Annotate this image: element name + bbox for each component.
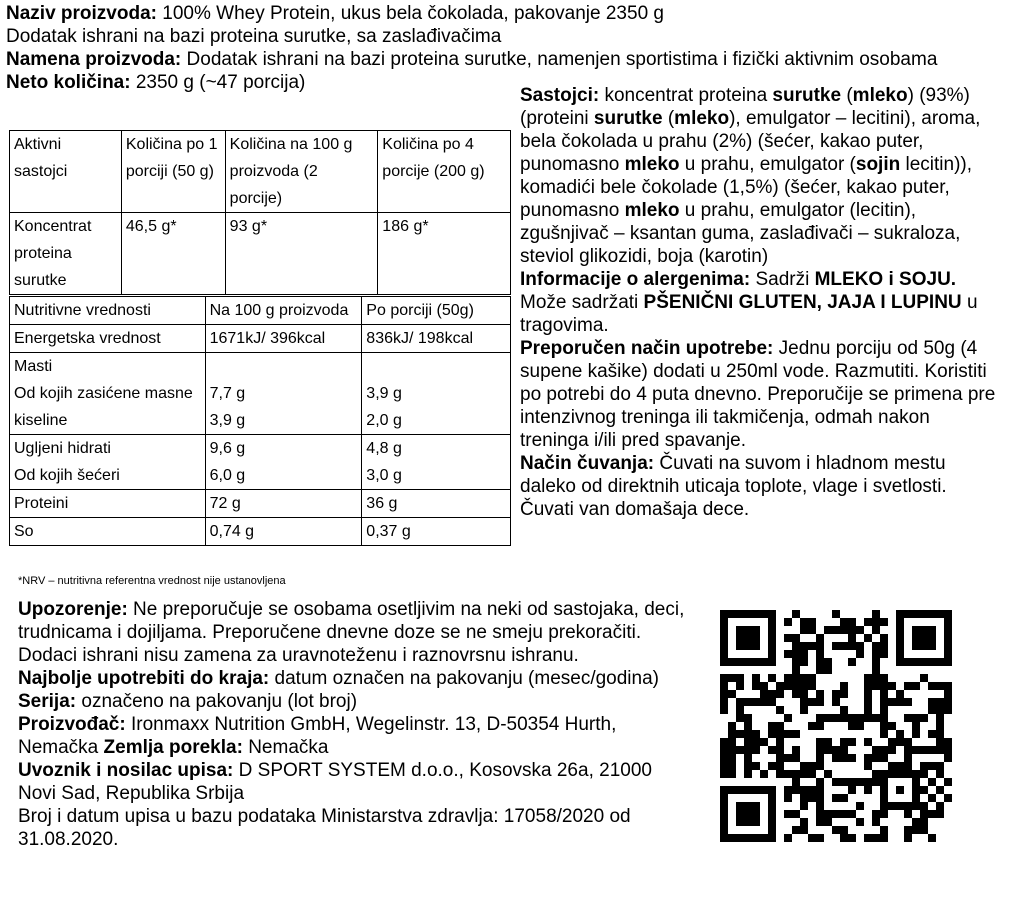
ingredients-part: u prahu, emulgator (lecitin), zgušnjivač – ksantan guma, zaslađivači – sukraloza, steviol glikozidi, boja (karotin) — [520, 200, 961, 267]
warning-label: Upozorenje: — [18, 599, 128, 620]
table-cell — [205, 435, 362, 490]
table-cell: 46,5 g* — [121, 213, 225, 295]
table-row — [10, 297, 511, 325]
carbs-value-portion: 4,8 g — [366, 440, 402, 457]
table-header-cell: Količina po 4 porcije (200 g) — [378, 131, 511, 213]
fat-label: Masti — [14, 358, 53, 375]
carbs-value-100g: 9,6 g — [209, 440, 246, 457]
batch-info — [18, 690, 690, 713]
ingredients-part: ) (93%) (proteini — [520, 85, 970, 129]
saturated-fat-value-portion: 2,0 g — [366, 412, 402, 429]
spacer — [210, 353, 358, 380]
table-cell: 72 g — [205, 490, 362, 518]
table-header-cell: Aktivni sastojci — [10, 131, 122, 213]
table-row — [10, 435, 511, 490]
table-row — [10, 353, 511, 435]
ingredients-part: ( — [841, 85, 853, 106]
usage-value: Jednu porciju od 50g (4 supene kašike) dodati u 250ml vode. Razmutiti. Koristiti po potrebi do 4 puta dnevno. Preporučije se primena pre intenzivnog treninga ili takmičenja, odmah nakon treninga i/ili pred spavanje. — [520, 338, 996, 451]
ingredients-text — [520, 84, 1000, 268]
manufacturer-info — [18, 713, 690, 759]
product-header — [6, 2, 1016, 94]
table-cell: Koncentrat proteina surutke — [10, 213, 122, 295]
importer-value: D SPORT SYSTEM d.o.o., Kosovska 26a, 21000 Novi Sad, Republika Srbija — [18, 760, 652, 804]
table-row — [10, 325, 511, 353]
nrv-footnote: *NRV – nutritivna referentna vrednost nije ustanovljena — [18, 575, 286, 587]
allergen-highlight: mleko — [624, 154, 680, 175]
usage-label: Preporučen način upotrebe: — [520, 338, 774, 359]
table-cell: 836kJ/ 198kcal — [362, 325, 511, 353]
saturated-fat-value-100g: 3,9 g — [209, 412, 246, 429]
allergen-highlight: sojin — [855, 154, 901, 175]
ingredients-part: lecitin)), komadići bele čokolade (1,5%) (šećer, kakao puter, punomasno — [520, 154, 973, 221]
sugars-label: Od kojih šećeri — [14, 467, 120, 484]
table-cell — [10, 435, 206, 490]
allergen-label: Informacije o alergenima: — [520, 269, 751, 290]
storage-info — [520, 452, 1000, 521]
storage-value: Čuvati na suvom i hladnom mestu daleko od direktnih uticaja toplote, vlage i svetlosti. Čuvati van domašaja dece. — [520, 453, 947, 520]
table-header-cell: Količina po 1 porciji (50 g) — [121, 131, 225, 213]
qr-code-icon — [720, 610, 952, 842]
nutrition-table — [9, 296, 511, 546]
importer-label: Uvoznik i nosilac upisa: — [18, 760, 234, 781]
allergen-part: Može sadržati — [520, 292, 644, 313]
storage-label: Način čuvanja: — [520, 453, 655, 474]
best-before-value: datum označen na pakovanju (mesec/godina) — [269, 668, 659, 689]
table-cell: 36 g — [362, 490, 511, 518]
table-header-cell: Po porciji (50g) — [362, 297, 511, 325]
table-header-cell: Količina na 100 g proizvoda (2 porcije) — [225, 131, 378, 213]
warning-value: Ne preporučuje se osobama osetljivim na neki od sastojaka, deci, trudnicama i dojiljama. Preporučene dnevne doze se ne smeju prekoračiti. Dodaci ishrani nisu zamena za uravnoteženu i raznovrsnu ishranu. — [18, 599, 685, 666]
table-cell: 0,37 g — [362, 518, 511, 546]
product-purpose-value: Dodatak ishrani na bazi proteina surutke, namenjen sportistima i fizički aktivnim osobama — [181, 49, 938, 70]
product-purpose-label: Namena proizvoda: — [6, 49, 182, 70]
table-cell: Energetska vrednost — [10, 325, 206, 353]
table-cell — [362, 353, 511, 435]
importer-info — [18, 759, 690, 805]
allergen-part: u tragovima. — [520, 292, 978, 336]
table-cell: So — [10, 518, 206, 546]
spacer — [366, 353, 506, 380]
allergen-highlight: PŠENIČNI GLUTEN, JAJA I LUPINU — [643, 292, 962, 313]
supplement-description: Dodatak ishrani na bazi proteina surutke, sa zaslađivačima — [6, 26, 502, 47]
batch-label: Serija: — [18, 691, 77, 712]
table-cell — [205, 353, 362, 435]
ingredients-part: u prahu, emulgator ( — [679, 154, 856, 175]
ingredients-part: ), emulgator – lecitini), aroma, bela čokolada u prahu (2%) (šećer, kakao puter, punomasno — [520, 108, 981, 175]
saturated-fat-label: Od kojih zasićene masne kiseline — [14, 385, 193, 429]
table-cell: 0,74 g — [205, 518, 362, 546]
manufacturer-label: Proizvođač: — [18, 714, 126, 735]
product-name-value: 100% Whey Protein, ukus bela čokolada, pakovanje 2350 g — [156, 3, 664, 24]
table-cell: 186 g* — [378, 213, 511, 295]
product-name-label: Naziv proizvoda: — [6, 3, 157, 24]
table-cell: 93 g* — [225, 213, 378, 295]
ingredients-part: koncentrat proteina — [599, 85, 773, 106]
allergen-highlight: surutke — [772, 85, 842, 106]
batch-value: označeno na pakovanju (lot broj) — [76, 691, 358, 712]
allergen-part: Sadrži — [750, 269, 815, 290]
ingredients-block — [520, 84, 1000, 521]
table-row — [10, 518, 511, 546]
warning-info — [18, 598, 690, 667]
registration-info: Broj i datum upisa u bazu podataka Ministarstva zdravlja: 17058/2020 od 31.08.2020. — [18, 806, 631, 850]
product-purpose-line — [6, 48, 986, 71]
allergen-highlight: mleko — [852, 85, 908, 106]
table-cell: Proteini — [10, 490, 206, 518]
allergen-highlight: mleko — [624, 200, 680, 221]
best-before-label: Najbolje upotrebiti do kraja: — [18, 668, 270, 689]
product-name-line — [6, 2, 1016, 25]
net-quantity-value: 2350 g (~47 porcija) — [130, 72, 306, 93]
table-cell — [10, 353, 206, 435]
table-row — [10, 213, 511, 295]
allergen-highlight: surutke — [593, 108, 663, 129]
fat-value-100g: 7,7 g — [209, 385, 246, 402]
origin-value: Nemačka — [242, 737, 329, 758]
manufacturer-value: Ironmaxx Nutrition GmbH, Wegelinstr. 13, D-50354 Hurth, Nemačka — [18, 714, 617, 758]
allergen-highlight: MLEKO i SOJU. — [814, 269, 957, 290]
bottom-info-block — [18, 598, 690, 851]
origin-label: Zemlja porekla: — [103, 737, 243, 758]
table-header-cell: Nutritivne vrednosti — [10, 297, 206, 325]
table-cell: 1671kJ/ 396kcal — [205, 325, 362, 353]
best-before-info — [18, 667, 690, 690]
table-row — [10, 131, 511, 213]
net-quantity-label: Neto količina: — [6, 72, 131, 93]
usage-info — [520, 337, 1000, 452]
allergen-highlight: mleko — [674, 108, 730, 129]
active-ingredients-table — [9, 130, 511, 295]
ingredients-label: Sastojci: — [520, 85, 600, 106]
carbs-label: Ugljeni hidrati — [14, 440, 111, 457]
allergen-info — [520, 268, 1000, 337]
table-cell — [362, 435, 511, 490]
fat-value-portion: 3,9 g — [366, 385, 402, 402]
table-header-cell: Na 100 g proizvoda — [205, 297, 362, 325]
sugars-value-100g: 6,0 g — [209, 467, 246, 484]
ingredients-part: ( — [662, 108, 675, 129]
table-row — [10, 490, 511, 518]
sugars-value-portion: 3,0 g — [366, 467, 402, 484]
